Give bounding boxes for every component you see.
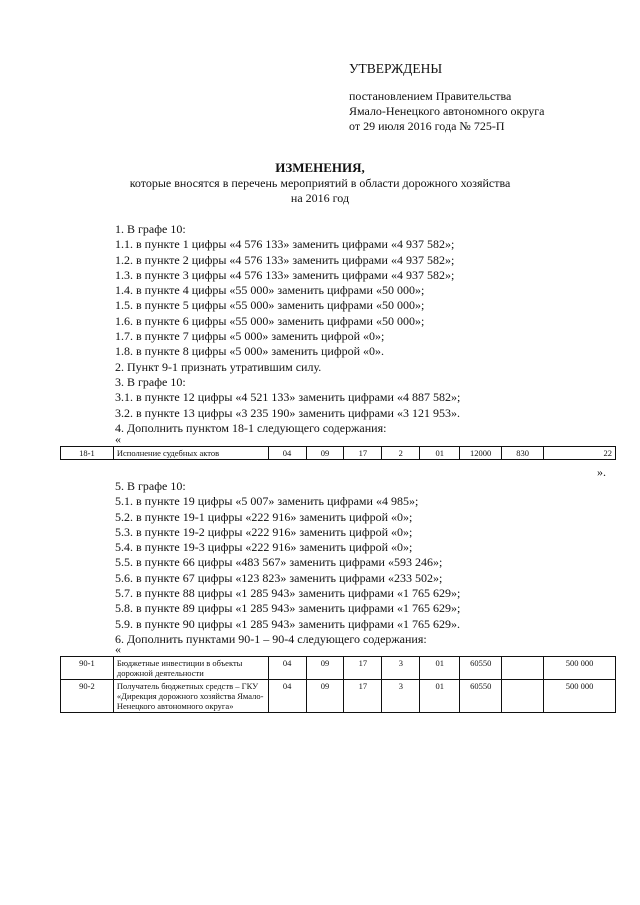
subtitle-line: на 2016 год (290, 191, 350, 205)
table-row (61, 447, 616, 460)
table-item-18-1 (60, 446, 616, 460)
table-cell: 500 000 (544, 680, 616, 713)
list-item: 1.5. в пункте 5 цифры «55 000» заменить цифрами «50 000»; (115, 298, 425, 313)
table-cell: 22 (544, 447, 616, 460)
table-cell: 01 (420, 680, 460, 713)
table-cell: 90-1 (61, 657, 114, 680)
document-subtitle (0, 176, 640, 206)
table-cell: 830 (502, 447, 544, 460)
table-items-90 (60, 656, 616, 713)
table-cell: 60550 (460, 680, 502, 713)
table-cell: 17 (344, 680, 382, 713)
table-cell (502, 680, 544, 713)
table-row (61, 680, 616, 713)
approval-line: Ямало-Ненецкого автономного округа (349, 104, 545, 118)
list-item: 3. В графе 10: (115, 374, 186, 389)
list-item: 5.8. в пункте 89 цифры «1 285 943» заменить цифрами «1 765 629»; (115, 601, 461, 616)
table-cell: 09 (306, 447, 344, 460)
list-item: 5.5. в пункте 66 цифры «483 567» заменить цифрами «593 246»; (115, 555, 443, 570)
table-cell: 18-1 (61, 447, 114, 460)
table-cell: Бюджетные инвестиции в объекты дорожной деятельности (113, 657, 268, 680)
list-item: 5.6. в пункте 67 цифры «123 823» заменить цифрами «233 502»; (115, 570, 443, 585)
table-cell: 500 000 (544, 657, 616, 680)
list-item: 6. Дополнить пунктами 90-1 – 90-4 следующего содержания: (115, 631, 427, 646)
table-cell: 01 (420, 657, 460, 680)
quote-close: ». (597, 465, 606, 479)
list-item: 2. Пункт 9-1 признать утратившим силу. (115, 359, 322, 374)
table-cell: 2 (382, 447, 420, 460)
list-item: 5.3. в пункте 19-2 цифры «222 916» заменить цифрой «0»; (115, 524, 413, 539)
table-cell: 04 (268, 657, 306, 680)
list-item: 1.8. в пункте 8 цифры «5 000» заменить цифрой «0». (115, 344, 385, 359)
list-item: 5.2. в пункте 19-1 цифры «222 916» заменить цифрой «0»; (115, 509, 413, 524)
table-cell: 3 (382, 657, 420, 680)
approval-block (349, 61, 544, 134)
quote-open: « (115, 642, 121, 656)
table-cell: 60550 (460, 657, 502, 680)
quote-open: « (115, 432, 121, 446)
table-cell: Получатель бюджетных средств – ГКУ «Дирекция дорожного хозяйства Ямало-Ненецкого автономного округа» (113, 680, 268, 713)
table-cell: 90-2 (61, 680, 114, 713)
list-item: 5.4. в пункте 19-3 цифры «222 916» заменить цифрой «0»; (115, 540, 413, 555)
list-item: 1.7. в пункте 7 цифры «5 000» заменить цифрой «0»; (115, 329, 385, 344)
table-cell (502, 657, 544, 680)
approval-title: УТВЕРЖДЕНЫ (349, 61, 443, 76)
table-row (61, 657, 616, 680)
approval-line: от 29 июля 2016 года № 725-П (349, 119, 505, 133)
table-cell: 04 (268, 680, 306, 713)
approval-line: постановлением Правительства (349, 89, 512, 103)
table-cell: 17 (344, 447, 382, 460)
list-item: 5.7. в пункте 88 цифры «1 285 943» заменить цифрами «1 765 629»; (115, 586, 461, 601)
list-item: 5.1. в пункте 19 цифры «5 007» заменить цифрами «4 985»; (115, 494, 419, 509)
table-cell: 09 (306, 657, 344, 680)
list-item: 1.2. в пункте 2 цифры «4 576 133» заменить цифрами «4 937 582»; (115, 252, 455, 267)
list-item: 1.1. в пункте 1 цифры «4 576 133» заменить цифрами «4 937 582»; (115, 237, 455, 252)
subtitle-line: которые вносятся в перечень мероприятий в области дорожного хозяйства (129, 176, 511, 190)
list-item: 1.4. в пункте 4 цифры «55 000» заменить цифрами «50 000»; (115, 283, 425, 298)
table-cell: 01 (420, 447, 460, 460)
list-item: 5.9. в пункте 90 цифры «1 285 943» заменить цифрами «1 765 629». (115, 616, 460, 631)
list-item: 5. В графе 10: (115, 479, 186, 493)
list-item: 3.2. в пункте 13 цифры «3 235 190» заменить цифрами «3 121 953». (115, 405, 460, 420)
table-cell: 04 (268, 447, 306, 460)
changes-list-2 (115, 479, 460, 647)
list-item: 1. В графе 10: (115, 222, 186, 236)
list-item: 1.6. в пункте 6 цифры «55 000» заменить цифрами «50 000»; (115, 313, 425, 328)
table-cell: 3 (382, 680, 420, 713)
table-cell: 12000 (460, 447, 502, 460)
changes-list-1 (115, 222, 460, 436)
list-item: 3.1. в пункте 12 цифры «4 521 133» заменить цифрами «4 887 582»; (115, 390, 461, 405)
table-cell: 09 (306, 680, 344, 713)
table-cell: 17 (344, 657, 382, 680)
list-item: 4. Дополнить пунктом 18-1 следующего содержания: (115, 420, 387, 435)
document-title: ИЗМЕНЕНИЯ, (275, 160, 365, 175)
table-cell: Исполнение судебных актов (113, 447, 268, 460)
list-item: 1.3. в пункте 3 цифры «4 576 133» заменить цифрами «4 937 582»; (115, 267, 455, 282)
